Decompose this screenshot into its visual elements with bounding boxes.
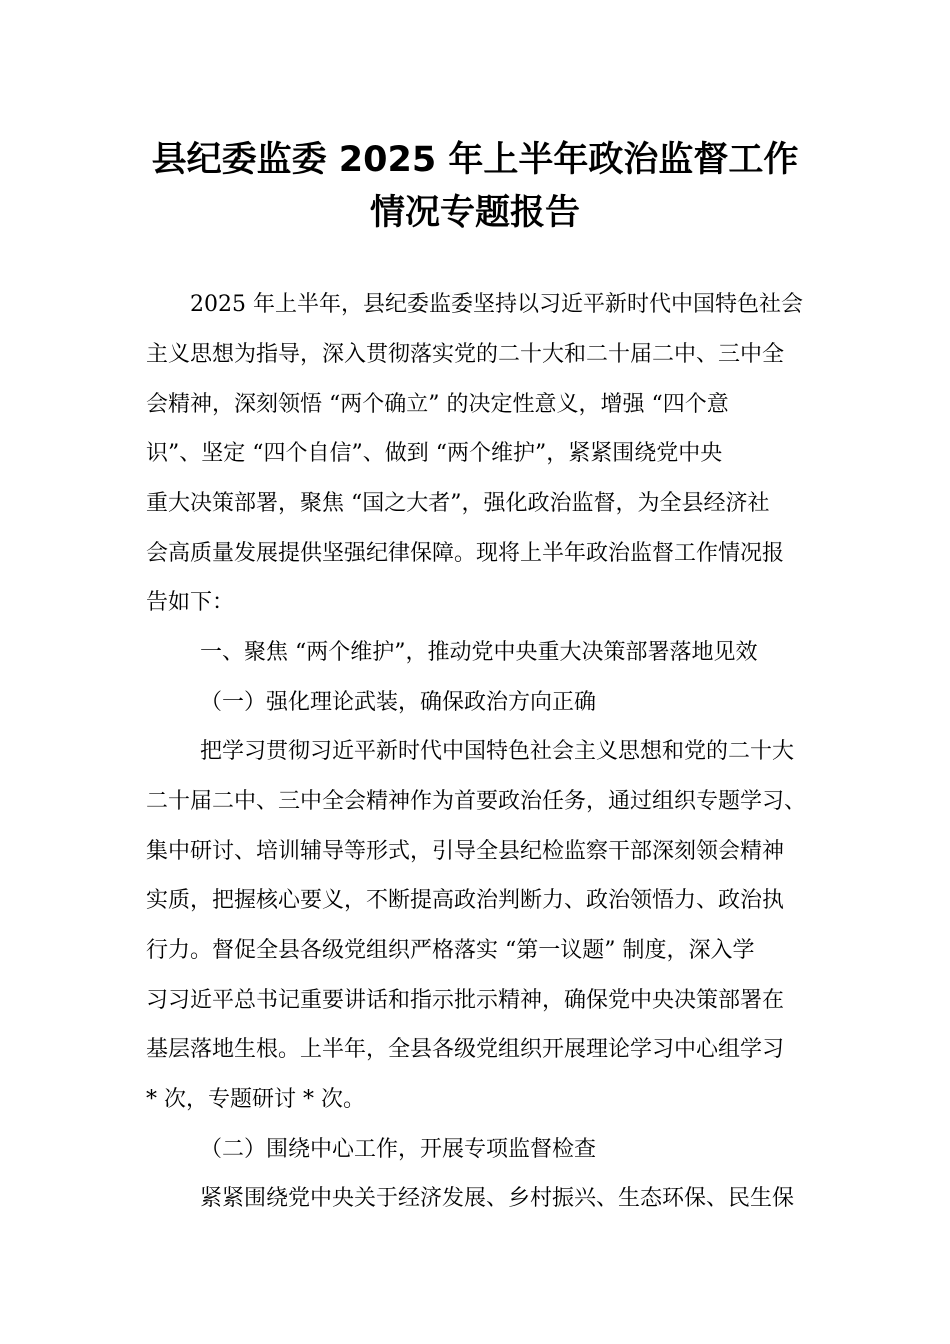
document-title-line-1: 县纪委监委 2025 年上半年政治监督工作 xyxy=(151,140,799,180)
intro-line-5: 重大决策部署，聚焦 “国之大者”，强化政治监督，为全县经济社 xyxy=(146,491,770,516)
intro-line-4: 识”、坚定 “四个自信”、做到 “两个维护”，紧紧围绕党中央 xyxy=(146,441,723,466)
sub1-line-3: 集中研讨、培训辅导等形式，引导全县纪检监察干部深刻领会精神 xyxy=(146,839,785,864)
document-title-line-2: 情况专题报告 xyxy=(369,193,580,233)
intro-line-7: 告如下： xyxy=(146,590,235,615)
subsection-heading-1: （一）强化理论武装，确保政治方向正确 xyxy=(200,690,597,715)
sub1-line-8: * 次，专题研讨 * 次。 xyxy=(146,1087,365,1112)
sub1-line-6: 习习近平总书记重要讲话和指示批示精神，确保党中央决策部署在 xyxy=(146,988,785,1013)
intro-line-3: 会精神，深刻领悟 “两个确立” 的决定性意义，增强 “四个意 xyxy=(146,392,729,417)
subsection-heading-2: （二）围绕中心工作，开展专项监督检查 xyxy=(200,1137,597,1162)
intro-line-6: 会高质量发展提供坚强纪律保障。现将上半年政治监督工作情况报 xyxy=(146,541,785,566)
intro-line-2: 主义思想为指导，深入贯彻落实党的二十大和二十届二中、三中全 xyxy=(146,342,785,367)
sub1-line-7: 基层落地生根。上半年，全县各级党组织开展理论学习中心组学习 xyxy=(146,1037,785,1062)
sub1-line-4: 实质，把握核心要义，不断提高政治判断力、政治领悟力、政治执 xyxy=(146,888,785,913)
sub2-line-1: 紧紧围绕党中央关于经济发展、乡村振兴、生态环保、民生保 xyxy=(200,1186,795,1211)
intro-line-1: 2025 年上半年，县纪委监委坚持以习近平新时代中国特色社会 xyxy=(190,292,803,317)
sub1-line-5: 行力。督促全县各级党组织严格落实 “第一议题” 制度，深入学 xyxy=(146,938,755,963)
sub1-line-1: 把学习贯彻习近平新时代中国特色社会主义思想和党的二十大 xyxy=(200,739,795,764)
sub1-line-2: 二十届二中、三中全会精神作为首要政治任务，通过组织专题学习、 xyxy=(146,789,807,814)
section-heading-1: 一、聚焦 “两个维护”，推动党中央重大决策部署落地见效 xyxy=(200,640,758,665)
